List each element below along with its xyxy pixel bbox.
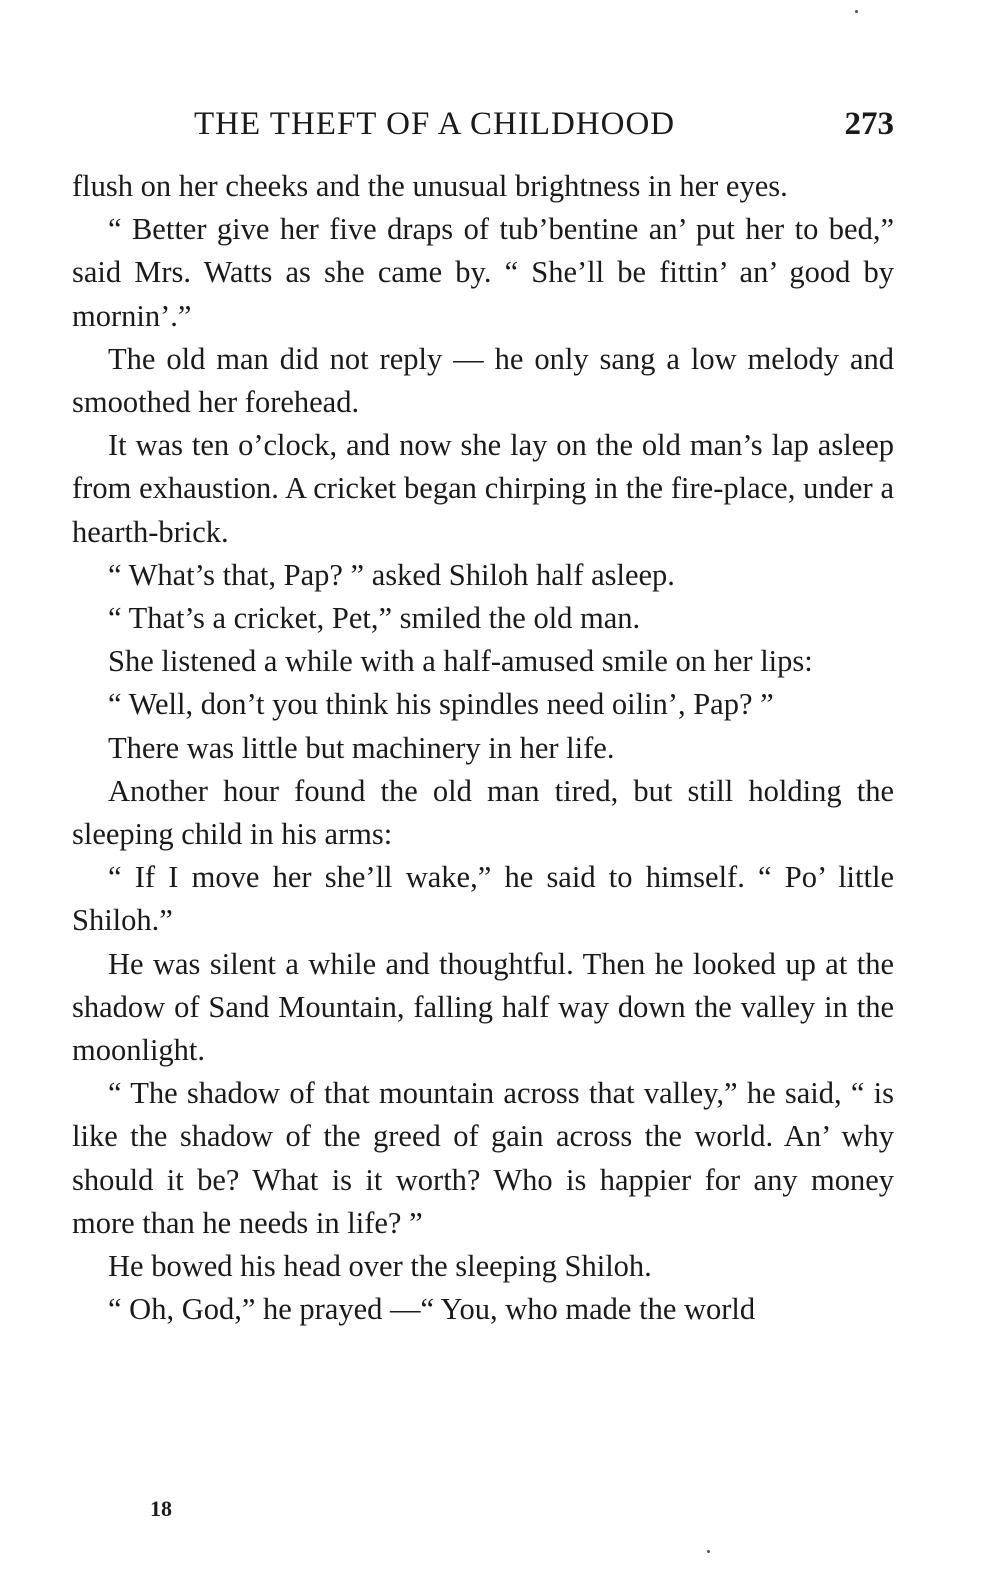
paragraph: Another hour found the old man tired, but still holding the sleeping child in his arms:	[72, 773, 894, 852]
paragraph: The old man did not reply — he only sang a low melody and smoothed her forehead.	[72, 341, 894, 420]
paragraph: There was little but machinery in her life.	[108, 730, 615, 765]
signature-mark: 18	[150, 1496, 172, 1521]
paragraph: “ Oh, God,” he prayed —“ You, who made the world	[108, 1292, 756, 1327]
paragraph: She listened a while with a half-amused smile on her lips:	[108, 644, 813, 679]
page-number: 273	[844, 106, 894, 142]
print-speck	[707, 1550, 710, 1553]
paragraph: It was ten o’clock, and now she lay on the old man’s lap asleep from exhaustion. A cricket began chirping in the fire-place, under a hearth-brick.	[72, 428, 894, 549]
paragraph: “ If I move her she’ll wake,” he said to himself. “ Po’ little Shiloh.”	[72, 860, 894, 938]
print-speck	[855, 10, 858, 13]
page-header	[72, 100, 894, 148]
paragraph: “ That’s a cricket, Pet,” smiled the old man.	[108, 601, 641, 636]
paragraph: flush on her cheeks and the unusual brightness in her eyes.	[72, 169, 788, 203]
paragraph: “ Well, don’t you think his spindles need oilin’, Pap? ”	[108, 687, 774, 722]
paragraph: He was silent a while and thoughtful. Then he looked up at the shadow of Sand Mountain, falling half way down the valley in the moonlight.	[72, 946, 894, 1068]
body-text	[72, 165, 894, 1331]
paragraph: “ What’s that, Pap? ” asked Shiloh half asleep.	[108, 557, 675, 592]
paragraph: “ The shadow of that mountain across that valley,” he said, “ is like the shadow of the greed of gain across the world. An’ why should it be? What is it worth? Who is happier for any money more than he needs in life? ”	[72, 1076, 894, 1240]
paragraph: “ Better give her five draps of tub’bentine an’ put her to bed,” said Mrs. Watts as she came by. “ She’ll be fittin’ an’ good by mornin’.”	[72, 212, 894, 333]
running-title: THE THEFT OF A CHILDHOOD	[194, 106, 676, 142]
paragraph: He bowed his head over the sleeping Shiloh.	[108, 1249, 652, 1284]
